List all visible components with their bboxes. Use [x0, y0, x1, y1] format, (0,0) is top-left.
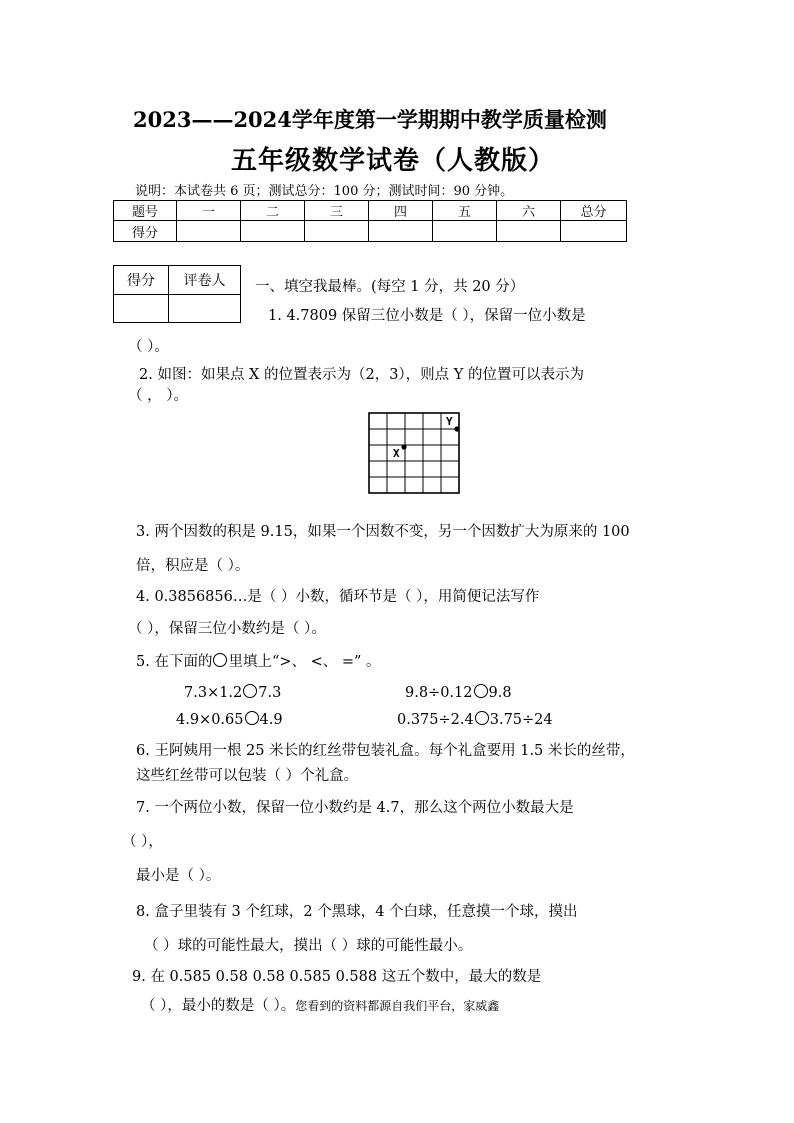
score-header-cell: 二	[241, 201, 305, 221]
question-9-line-1: 9. 在 0.585 0.58 0.58 0.585 0.588 这五个数中，最大的数是	[132, 969, 542, 985]
score-cell[interactable]	[305, 221, 369, 242]
question-9-text: （ ），最小的数是（ ）。	[141, 998, 296, 1014]
compare-expression-4	[397, 711, 553, 728]
question-2-line-1: 2. 如图：如果点 X 的位置表示为（2，3），则点 Y 的位置可以表示为	[139, 367, 584, 383]
grader-score-label: 得分	[114, 266, 169, 295]
grader-name-label: 评卷人	[169, 266, 241, 295]
compare-right: 7.3	[258, 685, 282, 701]
compare-circle-icon[interactable]	[474, 684, 488, 698]
circle-icon	[213, 653, 227, 667]
score-header-cell: 四	[369, 201, 433, 221]
compare-circle-icon[interactable]	[245, 711, 259, 725]
question-7-line-3: 最小是（ ）。	[136, 868, 221, 884]
exam-title: 2023——2024学年度第一学期期中教学质量检测	[133, 107, 607, 132]
score-header-cell: 三	[305, 201, 369, 221]
point-y	[454, 426, 459, 431]
question-5-prefix: 5. 在下面的	[136, 654, 213, 670]
score-cell[interactable]	[433, 221, 497, 242]
score-cell[interactable]	[561, 221, 627, 242]
score-header-cell: 题号	[114, 201, 177, 221]
compare-left: 0.375÷2.4	[397, 712, 474, 728]
grader-name-cell[interactable]	[169, 295, 241, 323]
question-9-line-2	[141, 994, 499, 1015]
score-table-header-row	[114, 201, 627, 221]
question-1-line-1: 1. 4.7809 保留三位小数是（ ），保留一位小数是	[268, 308, 586, 324]
compare-circle-icon[interactable]	[475, 711, 489, 725]
question-5-line	[136, 650, 381, 671]
question-7-line-1: 7. 一个两位小数，保留一位小数约是 4.7，那么这个两位小数最大是	[136, 800, 574, 816]
question-8-line-2: （ ）球的可能性最大，摸出（ ）球的可能性最小。	[144, 938, 473, 954]
paper-title: 五年级数学试卷（人教版）	[231, 146, 556, 176]
compare-expression-3	[176, 711, 283, 728]
score-cell[interactable]	[369, 221, 433, 242]
question-6-line-1: 6. 王阿姨用一根 25 米长的红丝带包装礼盒。每个礼盒要用 1.5 米长的丝带，	[136, 743, 635, 759]
question-8-line-1: 8. 盒子里装有 3 个红球，2 个黑球，4 个白球，任意摸一个球，摸出	[136, 904, 578, 920]
compare-right: 9.8	[488, 685, 512, 701]
grader-score-cell[interactable]	[114, 295, 169, 323]
question-1-line-2: （ ）。	[128, 339, 169, 355]
score-table-score-row	[114, 221, 627, 242]
section-title: 一、填空我最棒。(每空 1 分，共 20 分）	[255, 279, 525, 295]
compare-left: 7.3×1.2	[184, 685, 243, 701]
score-table	[113, 200, 627, 242]
label-x: X	[393, 447, 400, 460]
question-5-suffix: 里填上“>、 <、 =” 。	[228, 654, 381, 670]
label-y: Y	[446, 415, 453, 428]
question-4-line-2: （ ），保留三位小数约是（ ）。	[128, 621, 326, 637]
question-3-line-1: 3. 两个因数的积是 9.15，如果一个因数不变，另一个因数扩大为原来的 100	[136, 524, 630, 540]
compare-left: 9.8÷0.12	[405, 685, 473, 701]
score-cell[interactable]	[177, 221, 241, 242]
compare-circle-icon[interactable]	[243, 684, 257, 698]
score-header-cell: 一	[177, 201, 241, 221]
question-2-line-2: （ ， ）。	[128, 388, 188, 404]
score-cell[interactable]	[497, 221, 561, 242]
watermark-text: 您看到的资料都源自我们平台，家威鑫	[295, 999, 500, 1013]
score-cell[interactable]	[241, 221, 305, 242]
grader-box	[113, 265, 241, 323]
question-7-line-2: （ ），	[122, 834, 163, 850]
question-6-line-2: 这些红丝带可以包装（ ）个礼盒。	[136, 768, 359, 784]
compare-right: 3.75÷24	[489, 712, 553, 728]
exam-note: 说明：本试卷共 6 页；测试总分：100 分；测试时间：90 分钟。	[135, 184, 514, 199]
compare-left: 4.9×0.65	[176, 712, 244, 728]
point-x	[401, 444, 406, 449]
score-header-cell: 六	[497, 201, 561, 221]
compare-right: 4.9	[259, 712, 283, 728]
compare-expression-2	[405, 684, 512, 701]
compare-expression-1	[184, 684, 281, 701]
score-header-cell: 总分	[561, 201, 627, 221]
question-4-line-1: 4. 0.3856856…是（ ）小数，循环节是（ ），用简便记法写作	[136, 589, 540, 605]
question-3-line-2: 倍，积应是（ ）。	[136, 558, 250, 574]
score-row-label: 得分	[114, 221, 177, 242]
score-header-cell: 五	[433, 201, 497, 221]
